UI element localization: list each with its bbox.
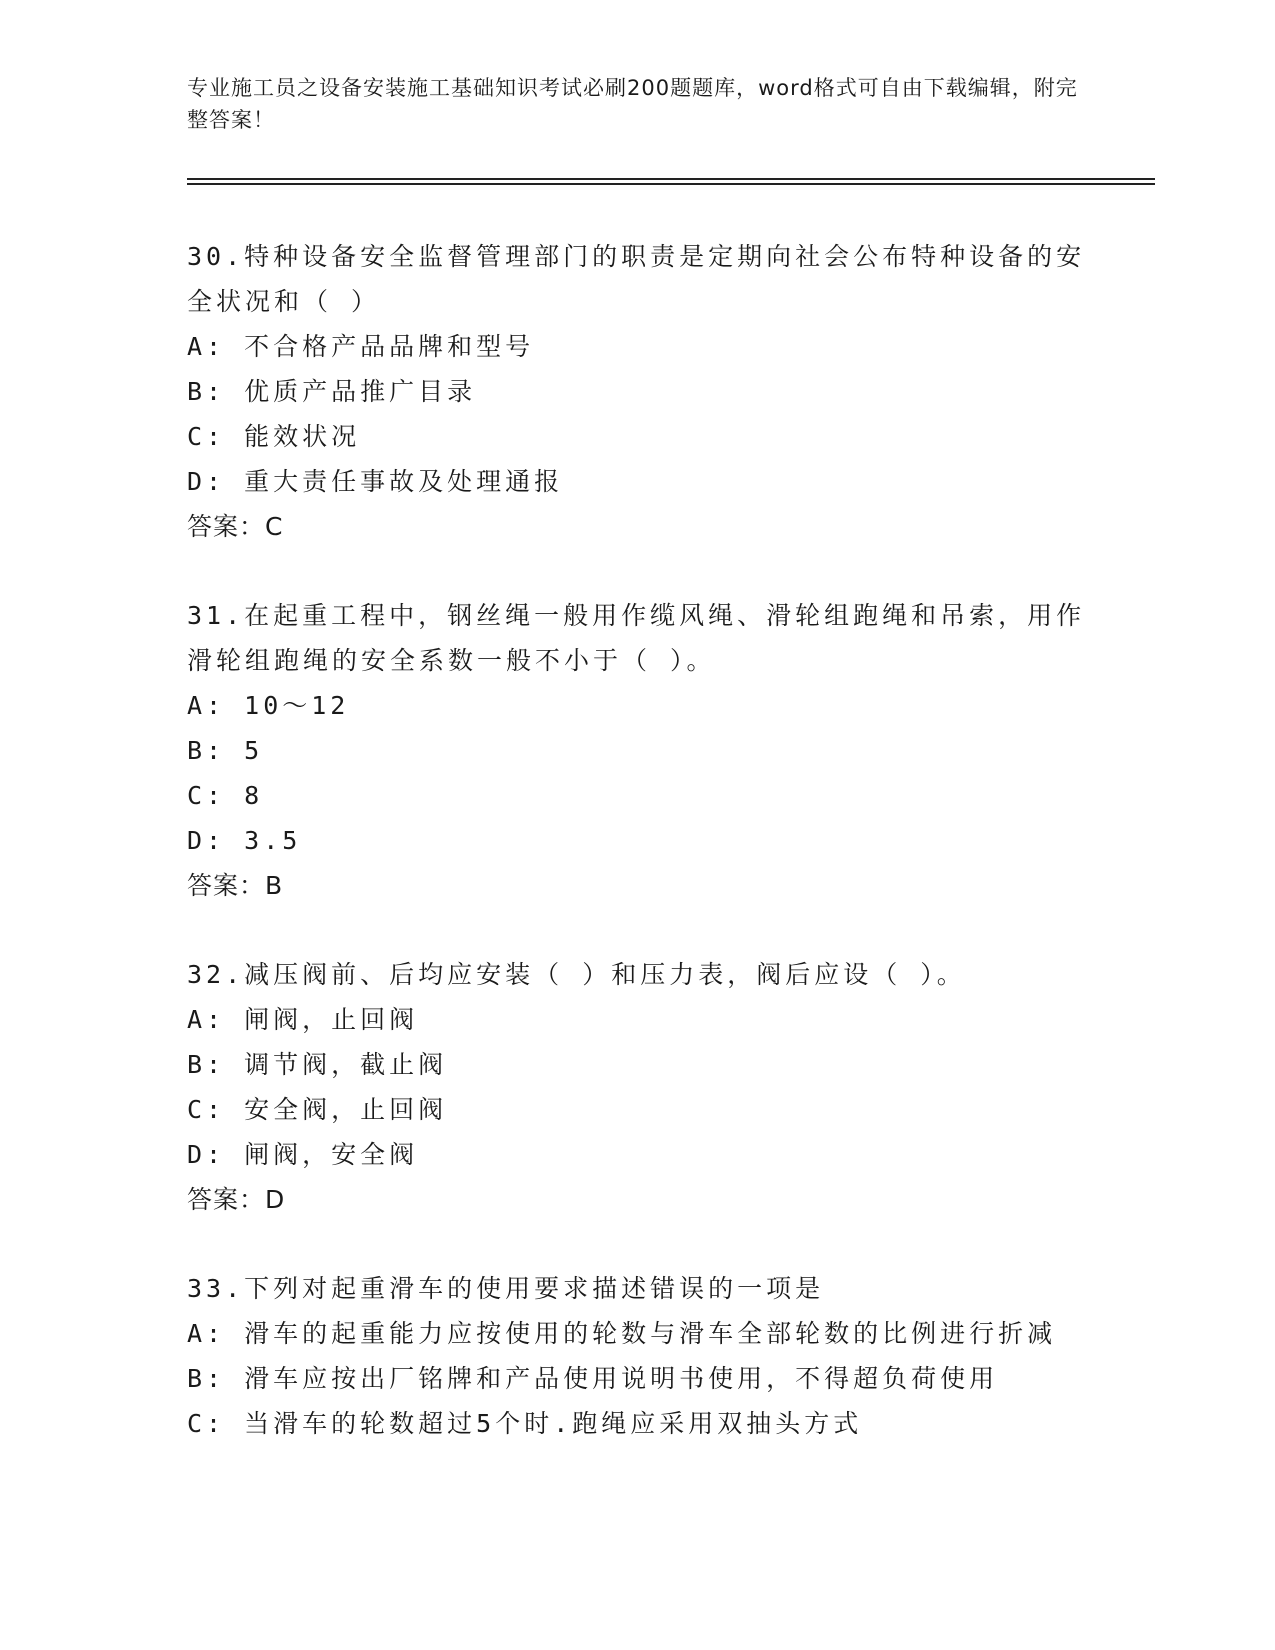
option-b: B: 优质产品推广目录 [187, 377, 477, 406]
question-list [187, 234, 1087, 1490]
option-a: A: 10～12 [187, 691, 350, 720]
option-b: B: 5 [187, 736, 264, 765]
answer: 答案：C [187, 512, 284, 541]
question-stem: 33.下列对起重滑车的使用要求描述错误的一项是 [187, 1274, 825, 1303]
question-stem: 31.在起重工程中，钢丝绳一般用作缆风绳、滑轮组跑绳和吊索，用作滑轮组跑绳的安全系数一般不小于（ ）。 [187, 601, 1086, 675]
option-c: C: 当滑车的轮数超过5个时.跑绳应采用双抽头方式 [187, 1409, 863, 1438]
option-a: A: 闸阀，止回阀 [187, 1005, 419, 1034]
question-30 [187, 234, 1087, 549]
answer: 答案：D [187, 1185, 286, 1214]
question-32 [187, 952, 1087, 1222]
document-header: 专业施工员之设备安装施工基础知识考试必刷200题题库，word格式可自由下载编辑，附完整答案！ [187, 76, 1078, 132]
option-b: B: 滑车应按出厂铭牌和产品使用说明书使用，不得超负荷使用 [187, 1364, 999, 1393]
option-d: D: 闸阀，安全阀 [187, 1140, 419, 1169]
option-d: D: 3.5 [187, 826, 302, 855]
answer: 答案：B [187, 871, 284, 900]
option-c: C: 安全阀，止回阀 [187, 1095, 448, 1124]
question-31 [187, 593, 1087, 908]
header-divider-bottom [187, 183, 1155, 185]
option-d: D: 重大责任事故及处理通报 [187, 467, 564, 496]
option-c: C: 能效状况 [187, 422, 361, 451]
option-a: A: 不合格产品品牌和型号 [187, 332, 535, 361]
option-b: B: 调节阀，截止阀 [187, 1050, 448, 1079]
question-33 [187, 1266, 1087, 1446]
option-a: A: 滑车的起重能力应按使用的轮数与滑车全部轮数的比例进行折减 [187, 1319, 1057, 1348]
header-divider-top [187, 178, 1155, 180]
question-stem: 30.特种设备安全监督管理部门的职责是定期向社会公布特种设备的安全状况和（ ） [187, 242, 1086, 316]
question-stem: 32.减压阀前、后均应安装（ ）和压力表，阀后应设（ ）。 [187, 960, 966, 989]
option-c: C: 8 [187, 781, 264, 810]
